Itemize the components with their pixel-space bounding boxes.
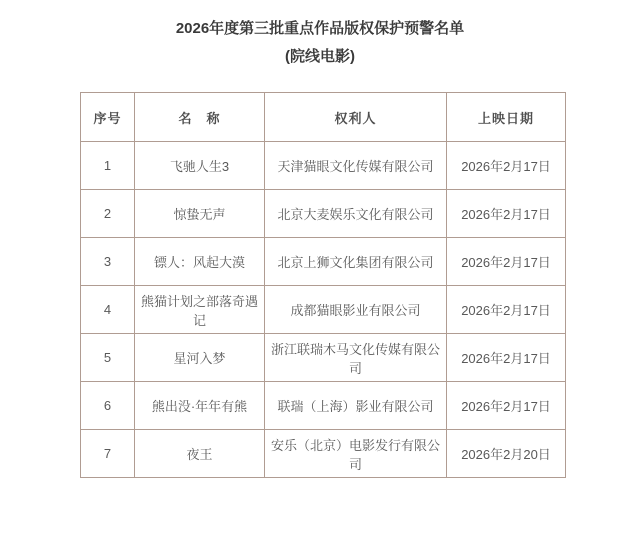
serial-number-cell: 4: [81, 286, 135, 334]
serial-number-cell: 2: [81, 190, 135, 238]
table-row: [81, 190, 566, 238]
movie-name-cell: 夜王: [135, 430, 265, 478]
warning-list-table: [80, 92, 566, 478]
serial-number-cell: 6: [81, 382, 135, 430]
header-release-date: 上映日期: [447, 93, 566, 142]
rights-holder-cell: 天津猫眼文化传媒有限公司: [265, 142, 447, 190]
serial-number-cell: 3: [81, 238, 135, 286]
rights-holder-cell: 成都猫眼影业有限公司: [265, 286, 447, 334]
release-date-cell: 2026年2月17日: [447, 382, 566, 430]
release-date-cell: 2026年2月20日: [447, 430, 566, 478]
release-date-cell: 2026年2月17日: [447, 238, 566, 286]
table-row: [81, 382, 566, 430]
release-date-cell: 2026年2月17日: [447, 142, 566, 190]
rights-holder-cell: 浙江联瑞木马文化传媒有限公司: [265, 334, 447, 382]
movie-name-cell: 镖人：风起大漠: [135, 238, 265, 286]
page-title-line1: 2026年度第三批重点作品版权保护预警名单: [175, 20, 465, 37]
movie-name-cell: 熊猫计划之部落奇遇记: [135, 286, 265, 334]
movie-name-cell: 熊出没·年年有熊: [135, 382, 265, 430]
table-row: [81, 430, 566, 478]
header-rights-holder: 权利人: [265, 93, 447, 142]
release-date-cell: 2026年2月17日: [447, 334, 566, 382]
movie-name-cell: 飞驰人生3: [135, 142, 265, 190]
table-row: [81, 142, 566, 190]
table-row: [81, 334, 566, 382]
rights-holder-cell: 联瑞（上海）影业有限公司: [265, 382, 447, 430]
serial-number-cell: 5: [81, 334, 135, 382]
page-title: [0, 0, 640, 64]
serial-number-cell: 1: [81, 142, 135, 190]
serial-number-cell: 7: [81, 430, 135, 478]
page-title-line2: (院线电影): [285, 48, 355, 65]
table-row: [81, 286, 566, 334]
header-title: 名 称: [135, 93, 265, 142]
release-date-cell: 2026年2月17日: [447, 190, 566, 238]
rights-holder-cell: 北京大麦娱乐文化有限公司: [265, 190, 447, 238]
rights-holder-cell: 北京上狮文化集团有限公司: [265, 238, 447, 286]
table-row: [81, 238, 566, 286]
movie-name-cell: 惊蛰无声: [135, 190, 265, 238]
table-header-row: [81, 93, 566, 142]
movie-name-cell: 星河入梦: [135, 334, 265, 382]
release-date-cell: 2026年2月17日: [447, 286, 566, 334]
header-serial-number: 序号: [81, 93, 135, 142]
rights-holder-cell: 安乐（北京）电影发行有限公司: [265, 430, 447, 478]
